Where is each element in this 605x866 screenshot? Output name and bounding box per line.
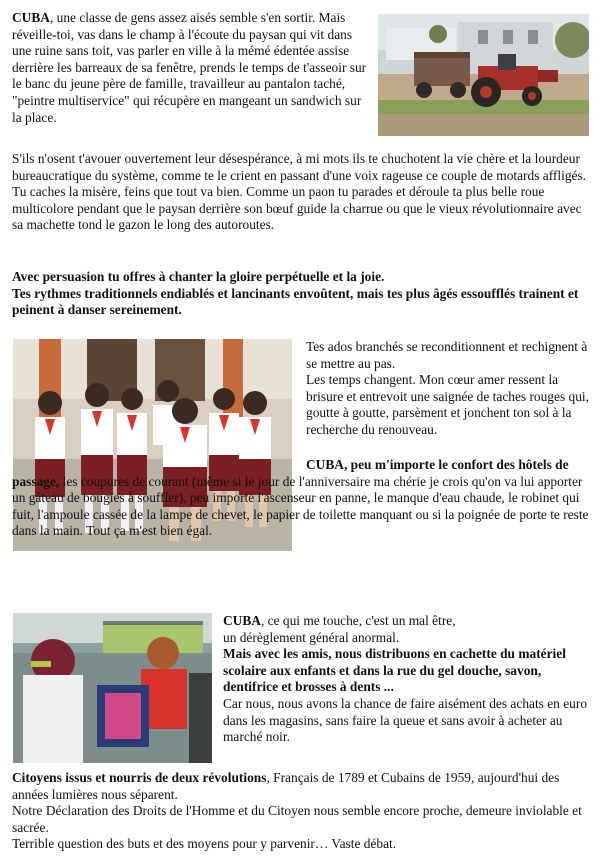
citoyens-bold: Citoyens issus et nourris de deux révolutions [12, 770, 267, 785]
distribution-bold [223, 646, 595, 696]
section-3-column [306, 339, 596, 439]
cuba-lead-2: CUBA [223, 613, 261, 628]
citoyens-paragraph [12, 770, 597, 803]
closing-paragraph: Terrible question des buts et des moyens pour y parvenir… Vaste débat. [12, 836, 397, 852]
bold-line-2-text: Tes rythmes traditionnels endiablés et lancinants envoûtent, mais tes plus âgés essoufflés trainent et peinent à danser sereinement. [12, 285, 579, 318]
dereglement-line: un dérèglement général anormal. [223, 629, 400, 645]
hotels-rest: les coupures de courant (même si le jour de l'anniversaire ma chérie je crois qu'on va lui apporter un gâteau de bougies à souffler), peu importe l'ascenseur en panne, le manque d'eau chaude, le robinet qui fuit, l'ampoule cassée de la lampe de chevet, le papier de toilette manquant ou si la poignée de porte te reste dans la main. Tout ça m'est bien égal. [12, 473, 589, 539]
paragraph-1-text: , une classe de gens assez aisés semble s'en sortir. Mais réveille-toi, vas dans le champ à l'écoute du paysan qui vit dans une ruine sans toit, vas parler en ville à la mémé édentée assise derrière les barreaux de sa fenêtre, prends le temps de t'asseoir sur le banc du jeune père de famille, travailleur au pantalon taché, "peintre multiservice" qui récupère en mangeant un sandwich sur la place. [12, 10, 367, 125]
paragraph-ados: Tes ados branchés se reconditionnent et rechignent à se mettre au pas. [306, 339, 588, 371]
section-5 [12, 770, 597, 853]
section-1-wide [12, 151, 593, 234]
section-3-wide [12, 457, 597, 540]
paragraph-2: S'ils n'osent t'avouer ouvertement leur désespérance, à mi mots ils te chuchotent la vie chère et la lourdeur bureaucratique du système, comme te le crient en passant d'une voix rageuse ce couple de motards affligés. [12, 151, 587, 183]
cuba-line [223, 613, 595, 630]
section-1-text [12, 10, 368, 126]
paragraph-achats: Car nous, nous avons la chance de faire aisément des achats en euro dans les magasins, sans faire la queue et sans avoir à acheter au marché noir. [223, 695, 588, 745]
cuba-lead: CUBA [12, 10, 50, 25]
distribution-photo [13, 613, 212, 763]
bold-line-1 [12, 269, 597, 286]
paragraph-1 [12, 10, 368, 126]
section-2 [12, 269, 597, 319]
paragraph-3: Tu caches la misère, feins que tout va bien. Comme un paon tu parades et déroule ta plus belle roue multicolore pendant que le paysan derrière son bœuf guide la charrue ou que le vieux révolutionnaire avec sa machette tond le gazon le long des autoroutes. [12, 184, 582, 233]
cuba-line-rest: , ce qui me touche, c'est un mal être, [260, 613, 456, 628]
section-4-text [223, 613, 595, 746]
paragraph-hotels [12, 457, 597, 540]
tractor-photo [378, 14, 589, 136]
paragraph-temps: Les temps changent. Mon cœur amer ressent la brisure et entrevoit une saignée de taches rouges qui, goutte à goutte, parsèment et jonchent ton sol à la recherche du renouveau. [306, 372, 589, 437]
declaration-paragraph: Notre Déclaration des Droits de l'Homme et du Citoyen nous semble encore proche, demeure inviolable et sacrée. [12, 803, 582, 835]
citoyens-rest: , Français de 1789 et Cubains de 1959, aujourd'hui des années lumières nous séparent. [12, 770, 560, 802]
bold-line-2 [12, 286, 597, 319]
hotels-bold: CUBA, peu m'importe le confort des hôtels de passage, [12, 457, 569, 489]
bold-line-1-text: Avec persuasion tu offres à chanter la gloire perpétuelle et la joie. [12, 269, 385, 284]
distribution-bold-text: Mais avec les amis, nous distribuons en cachette du matériel scolaire aux enfants et dans la rue du gel douche, savon, dentifrice et brosses à dents ... [223, 646, 566, 695]
